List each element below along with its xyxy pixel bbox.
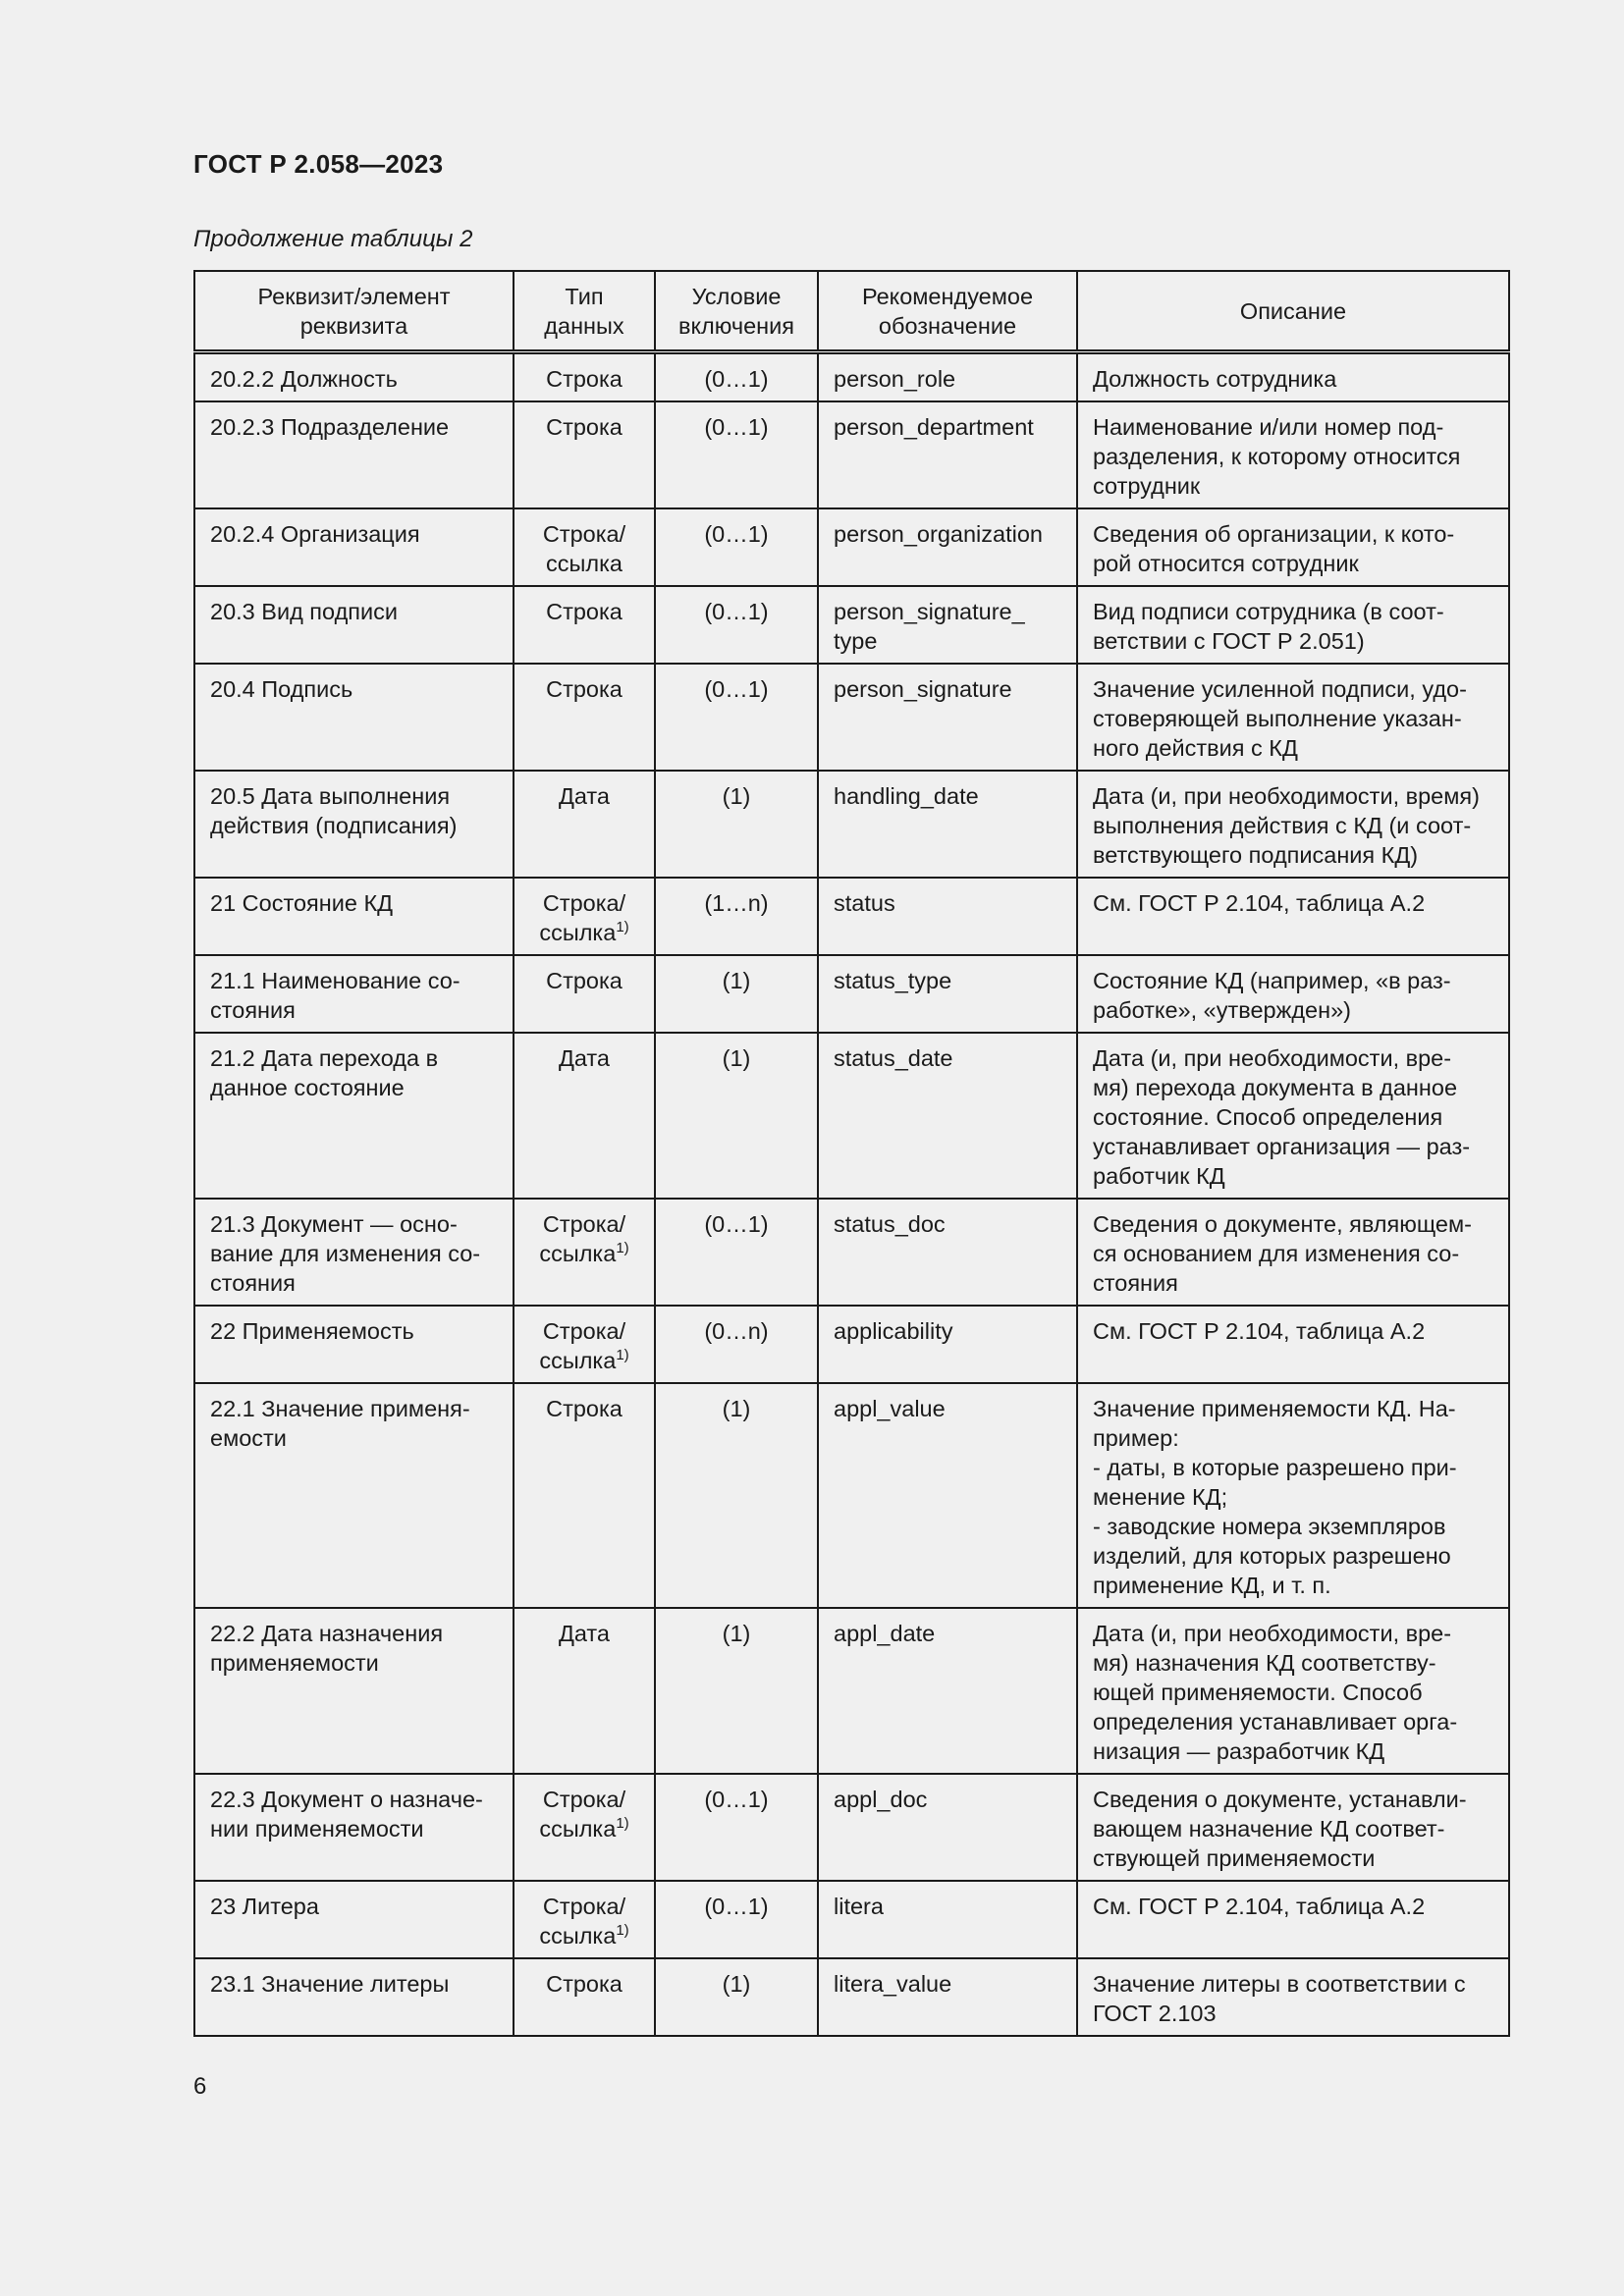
table-row xyxy=(194,1199,1509,1306)
type-cell: Строка xyxy=(514,955,655,1033)
type-cell: Строка/ ссылка xyxy=(514,508,655,586)
description-cell: Значение усиленной подписи, удо- стоверяющей выполнение указан- ного действия с КД xyxy=(1077,664,1509,771)
type-cell: Строка/ ссылка$^{1)}$ xyxy=(514,1306,655,1383)
element-cell: 22.2 Дата назначения применяемости xyxy=(194,1608,514,1774)
type-cell: Дата xyxy=(514,1033,655,1199)
table-row xyxy=(194,1774,1509,1881)
description-cell: См. ГОСТ Р 2.104, таблица А.2 xyxy=(1077,1881,1509,1958)
element-cell: 20.5 Дата выполнения действия (подписания) xyxy=(194,771,514,878)
type-cell: Дата xyxy=(514,771,655,878)
type-cell: Строка xyxy=(514,1383,655,1608)
type-cell: Дата xyxy=(514,1608,655,1774)
condition-cell: (0…1) xyxy=(655,401,818,508)
condition-cell: (0…n) xyxy=(655,1306,818,1383)
condition-cell: (1) xyxy=(655,955,818,1033)
designation-cell: status_doc xyxy=(818,1199,1077,1306)
designation-cell: person_signature_ type xyxy=(818,586,1077,664)
footnote-mark: 1) xyxy=(616,1240,629,1257)
condition-cell: (0…1) xyxy=(655,1881,818,1958)
condition-cell: (0…1) xyxy=(655,1199,818,1306)
designation-cell: person_organization xyxy=(818,508,1077,586)
description-cell: Значение литеры в соответствии с ГОСТ 2.103 xyxy=(1077,1958,1509,2036)
description-cell: Состояние КД (например, «в раз- работке», «утвержден») xyxy=(1077,955,1509,1033)
description-cell: Сведения об организации, к кото- рой относится сотрудник xyxy=(1077,508,1509,586)
table-row xyxy=(194,1608,1509,1774)
condition-cell: (0…1) xyxy=(655,586,818,664)
table-row xyxy=(194,664,1509,771)
condition-cell: (1) xyxy=(655,1033,818,1199)
description-cell: Сведения о документе, устанавли- вающем назначение КД соответ- ствующей применяемости xyxy=(1077,1774,1509,1881)
designation-cell: litera xyxy=(818,1881,1077,1958)
type-cell: Строка/ ссылка$^{1)}$ xyxy=(514,1881,655,1958)
designation-cell: appl_value xyxy=(818,1383,1077,1608)
table-row xyxy=(194,508,1509,586)
table-row xyxy=(194,352,1509,402)
table-row xyxy=(194,401,1509,508)
element-cell: 23.1 Значение литеры xyxy=(194,1958,514,2036)
requisites-table xyxy=(193,270,1510,2037)
designation-cell: person_signature xyxy=(818,664,1077,771)
element-cell: 22.3 Документ о назначе- нии применяемости xyxy=(194,1774,514,1881)
type-cell: Строка/ ссылка$^{1)}$ xyxy=(514,878,655,955)
description-cell: Дата (и, при необходимости, вре- мя) назначения КД соответству- ющей применяемости. Способ определения устанавливает орга- низация — разработчик КД xyxy=(1077,1608,1509,1774)
condition-cell: (1) xyxy=(655,1608,818,1774)
condition-cell: (1) xyxy=(655,1958,818,2036)
footnote-mark: 1) xyxy=(616,1815,629,1833)
description-cell: См. ГОСТ Р 2.104, таблица А.2 xyxy=(1077,878,1509,955)
table-row xyxy=(194,1383,1509,1608)
designation-cell: litera_value xyxy=(818,1958,1077,2036)
designation-cell: status_date xyxy=(818,1033,1077,1199)
description-cell: Значение применяемости КД. На- пример: - даты, в которые разрешено при- менение КД; - заводские номера экземпляров изделий, для которых разрешено применение КД, и т. п. xyxy=(1077,1383,1509,1608)
designation-cell: person_role xyxy=(818,352,1077,402)
footnote-mark: 1) xyxy=(616,1922,629,1940)
type-cell: Строка xyxy=(514,352,655,402)
table-caption: Продолжение таблицы 2 xyxy=(193,226,473,252)
table-row xyxy=(194,1033,1509,1199)
column-header: Тип данных xyxy=(514,271,655,352)
description-cell: Должность сотрудника xyxy=(1077,352,1509,402)
description-cell: Сведения о документе, являющем- ся основанием для изменения со- стояния xyxy=(1077,1199,1509,1306)
element-cell: 21 Состояние КД xyxy=(194,878,514,955)
table-row xyxy=(194,771,1509,878)
designation-cell: handling_date xyxy=(818,771,1077,878)
table-row xyxy=(194,878,1509,955)
document-header: ГОСТ Р 2.058—2023 xyxy=(193,149,444,179)
condition-cell: (0…1) xyxy=(655,352,818,402)
designation-cell: person_department xyxy=(818,401,1077,508)
element-cell: 22.1 Значение применя- емости xyxy=(194,1383,514,1608)
footnote-mark: 1) xyxy=(616,919,629,936)
type-cell: Строка/ ссылка$^{1)}$ xyxy=(514,1199,655,1306)
table-row xyxy=(194,1958,1509,2036)
element-cell: 21.1 Наименование со- стояния xyxy=(194,955,514,1033)
condition-cell: (0…1) xyxy=(655,508,818,586)
description-cell: Дата (и, при необходимости, вре- мя) перехода документа в данное состояние. Способ определения устанавливает организация — раз- работчик КД xyxy=(1077,1033,1509,1199)
column-header: Реквизит/элемент реквизита xyxy=(194,271,514,352)
description-cell: Вид подписи сотрудника (в соот- ветствии с ГОСТ Р 2.051) xyxy=(1077,586,1509,664)
element-cell: 21.3 Документ — осно- вание для изменения со- стояния xyxy=(194,1199,514,1306)
table-row xyxy=(194,955,1509,1033)
element-cell: 20.4 Подпись xyxy=(194,664,514,771)
table-row xyxy=(194,1881,1509,1958)
footnote-mark: 1) xyxy=(616,1347,629,1364)
table-header-row xyxy=(194,271,1509,352)
column-header: Описание xyxy=(1077,271,1509,352)
condition-cell: (1…n) xyxy=(655,878,818,955)
description-cell: См. ГОСТ Р 2.104, таблица А.2 xyxy=(1077,1306,1509,1383)
condition-cell: (0…1) xyxy=(655,664,818,771)
designation-cell: applicability xyxy=(818,1306,1077,1383)
type-cell: Строка xyxy=(514,401,655,508)
column-header: Условие включения xyxy=(655,271,818,352)
element-cell: 22 Применяемость xyxy=(194,1306,514,1383)
element-cell: 21.2 Дата перехода в данное состояние xyxy=(194,1033,514,1199)
designation-cell: appl_date xyxy=(818,1608,1077,1774)
description-cell: Наименование и/или номер под- разделения, к которому относится сотрудник xyxy=(1077,401,1509,508)
type-cell: Строка xyxy=(514,1958,655,2036)
type-cell: Строка/ ссылка$^{1)}$ xyxy=(514,1774,655,1881)
table-row xyxy=(194,1306,1509,1383)
page-number: 6 xyxy=(193,2073,207,2100)
description-cell: Дата (и, при необходимости, время) выполнения действия с КД (и соот- ветствующего подписания КД) xyxy=(1077,771,1509,878)
designation-cell: appl_doc xyxy=(818,1774,1077,1881)
element-cell: 20.2.4 Организация xyxy=(194,508,514,586)
type-cell: Строка xyxy=(514,664,655,771)
element-cell: 23 Литера xyxy=(194,1881,514,1958)
type-cell: Строка xyxy=(514,586,655,664)
condition-cell: (1) xyxy=(655,1383,818,1608)
element-cell: 20.2.3 Подразделение xyxy=(194,401,514,508)
designation-cell: status_type xyxy=(818,955,1077,1033)
element-cell: 20.3 Вид подписи xyxy=(194,586,514,664)
element-cell: 20.2.2 Должность xyxy=(194,352,514,402)
condition-cell: (1) xyxy=(655,771,818,878)
designation-cell: status xyxy=(818,878,1077,955)
column-header: Рекомендуемое обозначение xyxy=(818,271,1077,352)
condition-cell: (0…1) xyxy=(655,1774,818,1881)
table-row xyxy=(194,586,1509,664)
